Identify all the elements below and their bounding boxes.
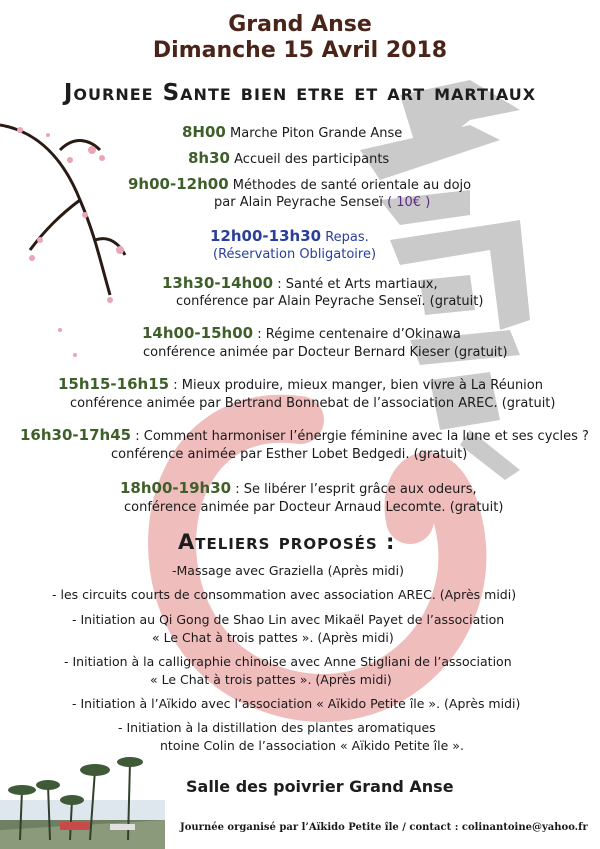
program-item bbox=[58, 376, 543, 394]
program-item-line2: conférence animée par Esther Lobet Bedgedi. (gratuit) bbox=[111, 447, 468, 462]
program-text: Accueil des participants bbox=[234, 152, 390, 167]
program-price: ( 10€ ) bbox=[387, 195, 431, 210]
atelier-item: - Initiation à l’Aïkido avec l’association « Aïkido Petite île ». (Après midi) bbox=[72, 696, 521, 711]
atelier-item-line2: ntoine Colin de l’association « Aïkido Petite île ». bbox=[160, 738, 464, 753]
atelier-item-line2: « Le Chat à trois pattes ». (Après midi) bbox=[152, 630, 394, 645]
program-text: : Régime centenaire d’Okinawa bbox=[257, 327, 461, 342]
program-item bbox=[142, 325, 461, 343]
program-text: : Se libérer l’esprit grâce aux odeurs, bbox=[235, 482, 477, 497]
program-item bbox=[120, 480, 477, 498]
cherry-branch bbox=[0, 125, 125, 295]
footer-credit: Journée organisé par l’Aïkido Petite île / contact : colinantoine@yahoo.fr bbox=[180, 822, 588, 833]
program-text2: par Alain Peyrache Senseï bbox=[214, 195, 383, 210]
header-place: Grand Anse bbox=[228, 12, 372, 37]
atelier-item: - Initiation à la calligraphie chinoise avec Anne Stigliani de l’association bbox=[64, 654, 512, 669]
program-time: 18h00-19h30 bbox=[120, 479, 232, 497]
palm-trees-photo bbox=[0, 757, 165, 849]
program-item bbox=[20, 427, 589, 445]
program-text: : Comment harmoniser l’énergie féminine avec la lune et ses cycles ? bbox=[135, 429, 589, 444]
program-item bbox=[162, 275, 438, 293]
program-time: 9h00-12h00 bbox=[128, 175, 229, 193]
cherry-blossoms bbox=[17, 127, 124, 357]
program-item-line2: conférence par Alain Peyrache Senseï. (gratuit) bbox=[176, 294, 484, 309]
program-item-line2 bbox=[214, 194, 430, 211]
program-item bbox=[182, 124, 402, 142]
venue: Salle des poivrier Grand Anse bbox=[186, 777, 454, 796]
program-item-line2: conférence animée par Docteur Arnaud Lecomte. (gratuit) bbox=[124, 500, 504, 515]
program-item-line2: conférence animée par Docteur Bernard Kieser (gratuit) bbox=[143, 345, 508, 360]
program-time: 16h30-17h45 bbox=[20, 426, 132, 444]
program-item bbox=[128, 176, 471, 194]
program-item bbox=[210, 228, 369, 246]
atelier-item: -Massage avec Graziella (Après midi) bbox=[172, 563, 404, 578]
program-time: 8h30 bbox=[188, 149, 230, 167]
program-text: Repas. bbox=[325, 230, 369, 245]
event-title: Journee Sante bien etre et art martiaux bbox=[63, 80, 537, 106]
program-item-line2: (Réservation Obligatoire) bbox=[213, 247, 377, 262]
program-time: 14h00-15h00 bbox=[142, 324, 254, 342]
atelier-item-line2: « Le Chat à trois pattes ». (Après midi) bbox=[150, 672, 392, 687]
program-time: 8H00 bbox=[182, 123, 226, 141]
program-text: Méthodes de santé orientale au dojo bbox=[232, 178, 472, 193]
atelier-item: - les circuits courts de consommation avec association AREC. (Après midi) bbox=[52, 587, 517, 602]
program-item-line2: conférence animée par Bertrand Bonnebat de l’association AREC. (gratuit) bbox=[70, 396, 556, 411]
program-text: : Santé et Arts martiaux, bbox=[277, 277, 438, 292]
program-time: 13h30-14h00 bbox=[162, 274, 274, 292]
program-item bbox=[188, 150, 389, 168]
atelier-item: - Initiation à la distillation des plantes aromatiques bbox=[118, 720, 436, 735]
program-time: 12h00-13h30 bbox=[210, 227, 322, 245]
ateliers-heading: Ateliers proposés : bbox=[178, 530, 396, 554]
header-date: Dimanche 15 Avril 2018 bbox=[152, 38, 448, 63]
program-time: 15h15-16h15 bbox=[58, 375, 170, 393]
program-text: : Mieux produire, mieux manger, bien vivre à La Réunion bbox=[173, 378, 543, 393]
atelier-item: - Initiation au Qi Gong de Shao Lin avec Mikaël Payet de l’association bbox=[72, 612, 505, 627]
program-text: Marche Piton Grande Anse bbox=[230, 126, 403, 141]
